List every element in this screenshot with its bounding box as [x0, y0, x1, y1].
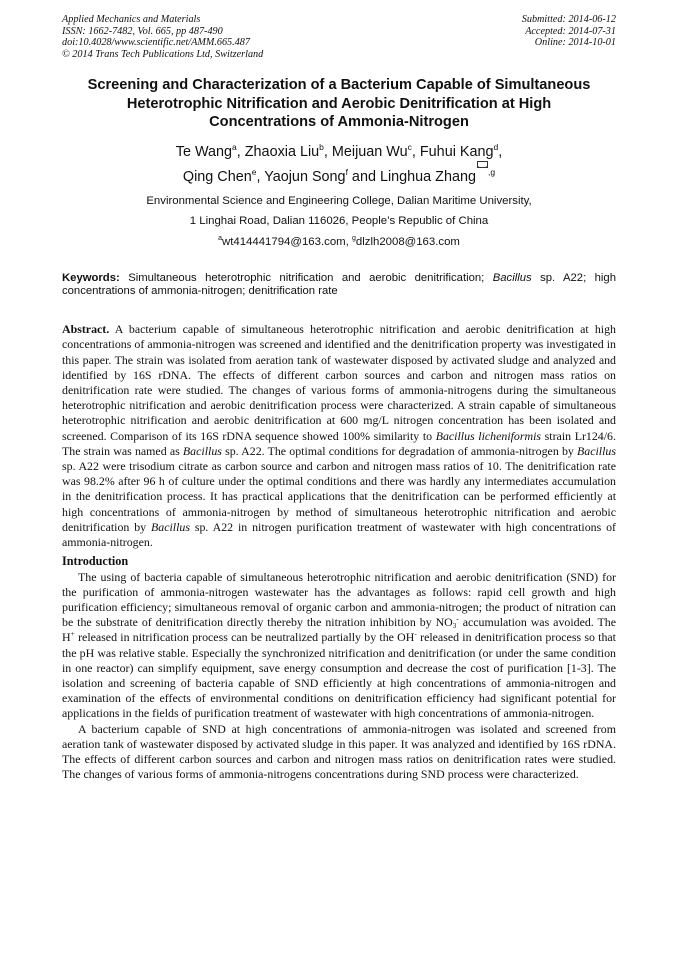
superscript: + [70, 629, 75, 639]
author-separator: , [256, 169, 265, 186]
email-line [62, 232, 616, 253]
keywords-text: Simultaneous heterotrophic nitrification and aerobic denitrification; [119, 271, 493, 284]
paragraph-text: released in denitrification process so that the pH was relative stable. Especially the synchronized nitrification and denitrification (or under the same condition in one reactor) can simplify equipment, save energy consumption and decrease the cost of purification [1-3]. The isolation and screening of bacteria capable of SND efficiently at high concentrations of ammonia-nitrogen and examination of the effects of environmental conditions on denitrification efficiency had significant potential for applications in the fields of purification treatment of wastewater with high concentrations of ammonia-nitrogen. [62, 630, 616, 721]
abstract-text: sp. A22 in nitrogen purification treatment of wastewater with high concentrations of ammonia-nitrogen. [62, 519, 616, 549]
abstract [62, 322, 616, 550]
paper-title [62, 76, 616, 131]
author-list [62, 143, 616, 187]
author-name: Meijuan Wu [331, 143, 408, 160]
author-name: Te Wang [175, 143, 233, 160]
author-mark [476, 167, 495, 177]
keywords-genus: Bacillus [492, 271, 532, 284]
journal-header [62, 14, 616, 60]
online-date: Online: 2014-10-01 [534, 37, 616, 49]
author-mark: c [407, 141, 412, 152]
author-separator: , [236, 143, 245, 160]
abstract-text: strain Lr124/6. The strain was named as [62, 428, 616, 458]
author-separator: , [323, 143, 332, 160]
section-heading-introduction: Introduction [62, 554, 129, 569]
author-mark-letter: ,g [487, 167, 496, 178]
title-line: Screening and Characterization of a Bacterium Capable of Simultaneous [87, 77, 591, 94]
keywords [62, 272, 616, 300]
author-name: Yaojun Song [264, 169, 346, 186]
author-name: Linghua Zhang [379, 169, 476, 186]
journal-name: Applied Mechanics and Materials [62, 14, 201, 25]
submitted-date: Submitted: 2014-06-12 [521, 14, 616, 25]
journal-info [62, 14, 263, 60]
journal-copyright: © 2014 Trans Tech Publications Ltd, Switzerland [62, 48, 264, 60]
author-line [62, 143, 616, 162]
abstract-genus: Bacillus [182, 443, 222, 458]
author-separator: , [498, 143, 503, 160]
abstract-text: sp. A22. The optimal conditions for degradation of ammonia-nitrogen by [221, 443, 578, 458]
abstract-text: sp. A22 were trisodium citrate as carbon source and carbon and nitrogen mass ratios of 10. The denitrification rate was 98.2% after 96 h of culture under the optimal conditions and there was hardly any intermediates accumulation in the denitrification process. It has practical applications that the denitrification can be performed efficiently at high concentrations of ammonia-nitrogen by method of simultaneous heterotrophic nitrification and aerobic denitrification by [62, 458, 616, 534]
paragraph-text: The using of bacteria capable of simultaneous heterotrophic nitrification and aerobic denitrification (SND) for the purification of ammonia-nitrogen wastewater has the advantages as follows: rapid cell growth and high purification efficiency; simultaneous removal of organic carbon and ammonia-nitrogen; the product of nitration can be the substrate of denitrification directly thereby the nitration inhibition by NO [62, 569, 616, 630]
mail-icon [477, 161, 488, 168]
keywords-label: Keywords: [62, 271, 120, 284]
affiliation [62, 191, 616, 253]
journal-issn: ISSN: 1662-7482, Vol. 665, pp 487-490 [62, 25, 223, 37]
abstract-species: Bacillus licheniformis [435, 428, 542, 443]
title-line: Heterotrophic Nitrification and Aerobic Denitrification at High [126, 95, 552, 112]
author-separator: and [347, 169, 380, 186]
author-mark: f [345, 167, 348, 178]
email-address: dlzlh2008@163.com [355, 235, 460, 248]
author-line [62, 161, 616, 187]
journal-doi: doi:10.4028/www.scientific.net/AMM.665.487 [62, 37, 250, 49]
abstract-genus: Bacillus [151, 519, 190, 534]
title-line: Concentrations of Ammonia-Nitrogen [209, 114, 469, 131]
author-name: Fuhui Kang [419, 143, 494, 160]
abstract-label: Abstract. [62, 322, 110, 337]
author-name: Qing Chen [182, 169, 252, 186]
subscript: 3 [452, 622, 457, 631]
affiliation-line: Environmental Science and Engineering College, Dalian Maritime University, [146, 194, 532, 207]
affiliation-line: 1 Linghai Road, Dalian 116026, People’s Republic of China [189, 215, 489, 228]
author-mark: a [232, 141, 237, 152]
submission-dates [522, 14, 616, 60]
author-mark: e [251, 167, 257, 178]
superscript: - [414, 629, 417, 639]
intro-paragraph-2: A bacterium capable of SND at high concentrations of ammonia-nitrogen was isolated and screened from aeration tank of wastewater disposed by activated sludge in this paper. It was analyzed and identified by 16S rDNA. The effects of different carbon sources and carbon and nitrogen mass ratios on denitrification rates were studied. The changes of various forms of ammonia-nitrogens concentrations during SND process were characterized. [62, 721, 616, 782]
paragraph-text: released in nitrification process can be neutralized partially by the OH [74, 630, 415, 645]
superscript: - [456, 614, 459, 624]
intro-paragraph-1 [62, 570, 616, 722]
accepted-date: Accepted: 2014-07-31 [525, 25, 616, 37]
author-mark: d [493, 141, 499, 152]
paragraph-text: accumulation was avoided. The H [62, 615, 616, 645]
author-mark: b [319, 141, 324, 152]
keywords-text: sp. A22; high concentrations of ammonia-nitrogen; denitrification rate [62, 271, 616, 298]
email-address: wt414441794@163.com, [221, 235, 352, 248]
abstract-text: A bacterium capable of simultaneous heterotrophic nitrification and aerobic denitrification at high concentrations of ammonia-nitrogen was screened and identified and the denitrification property was investigated in this paper. The strain was isolated from aeration tank of wastewater disposed by activated sludge and analyzed and identified by 16S rDNA. The effects of different carbon sources and carbon and nitrogen mass ratios on denitrification rate were studied. The changes of various forms of ammonia-nitrogens during the simultaneous heterotrophic nitrification and aerobic denitrification process were characterized. A strain capable of simultaneous heterotrophic nitrification and aerobic denitrification at 600 mg/L nitrogen concentration has been isolated and screened. Comparison of its 16S rDNA sequence showed 100% similarity to [62, 322, 616, 443]
author-separator: , [411, 143, 420, 160]
author-name: Zhaoxia Liu [244, 143, 320, 160]
abstract-genus: Bacillus [577, 443, 616, 458]
email-mark: a [218, 234, 222, 242]
email-mark: g [351, 234, 356, 242]
